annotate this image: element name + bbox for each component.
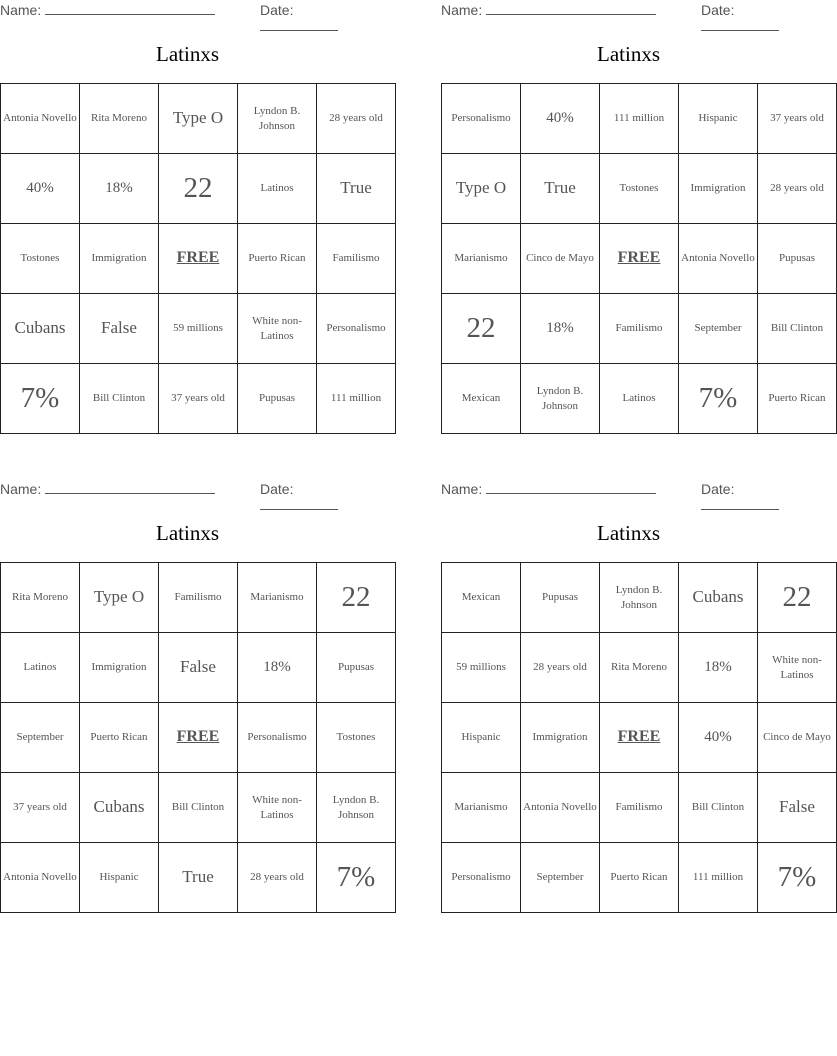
bingo-cell: Bill Clinton [758, 294, 837, 364]
bingo-cell: Antonia Novello [521, 773, 600, 843]
bingo-cell: 28 years old [238, 843, 317, 913]
bingo-cell: Marianismo [442, 224, 521, 294]
bingo-cell: 28 years old [521, 633, 600, 703]
bingo-cell: Personalismo [317, 294, 396, 364]
bingo-cell: Mexican [442, 364, 521, 434]
bingo-cell: 111 million [317, 364, 396, 434]
bingo-cell: True [521, 154, 600, 224]
bingo-cell: Hispanic [442, 703, 521, 773]
grid-row [442, 224, 837, 294]
bingo-cell: Tostones [600, 154, 679, 224]
bingo-cell: September [679, 294, 758, 364]
grid-row [1, 224, 396, 294]
bingo-cell: Cubans [679, 563, 758, 633]
bingo-cell: 7% [317, 843, 396, 913]
date-label: Date: [260, 481, 294, 497]
date-line [260, 497, 338, 510]
bingo-cell: Antonia Novello [679, 224, 758, 294]
bingo-cell: Bill Clinton [80, 364, 159, 434]
bingo-cell: White non-Latinos [238, 773, 317, 843]
card-header [441, 0, 816, 22]
bingo-cell: Puerto Rican [600, 843, 679, 913]
bingo-cell: Rita Moreno [80, 84, 159, 154]
date-line [701, 497, 779, 510]
bingo-grid [441, 83, 837, 434]
grid-row [1, 843, 396, 913]
bingo-cell: 22 [442, 294, 521, 364]
grid-row [442, 84, 837, 154]
grid-row [1, 84, 396, 154]
bingo-cell: Puerto Rican [80, 703, 159, 773]
bingo-cell: Puerto Rican [238, 224, 317, 294]
bingo-cell: Antonia Novello [1, 843, 80, 913]
grid-row [1, 294, 396, 364]
bingo-cell: Cubans [80, 773, 159, 843]
bingo-cell: False [758, 773, 837, 843]
card-title: Latinxs [156, 42, 219, 66]
bingo-cell: 7% [758, 843, 837, 913]
bingo-cell: Latinos [1, 633, 80, 703]
name-label: Name: [441, 2, 483, 18]
bingo-cell: 18% [679, 633, 758, 703]
bingo-cell: Bill Clinton [679, 773, 758, 843]
bingo-cell: True [317, 154, 396, 224]
bingo-cell: 18% [238, 633, 317, 703]
name-line [486, 481, 656, 494]
free-cell: FREE [600, 224, 679, 294]
bingo-cell: 40% [1, 154, 80, 224]
bingo-cell: Familismo [317, 224, 396, 294]
free-cell: FREE [600, 703, 679, 773]
bingo-cell: 22 [159, 154, 238, 224]
bingo-grid [0, 562, 396, 913]
grid-row [442, 633, 837, 703]
card-header [441, 479, 816, 501]
grid-row [1, 703, 396, 773]
free-cell: FREE [159, 703, 238, 773]
name-line [45, 2, 215, 15]
bingo-grid [441, 562, 837, 913]
bingo-cell: 59 millions [159, 294, 238, 364]
bingo-cell: Immigration [80, 224, 159, 294]
bingo-cell: Personalismo [442, 84, 521, 154]
bingo-cell: Hispanic [80, 843, 159, 913]
grid-row [1, 364, 396, 434]
bingo-cell: Lyndon B. Johnson [600, 563, 679, 633]
bingo-card [441, 0, 826, 414]
date-label: Date: [701, 2, 735, 18]
bingo-cell: Cinco de Mayo [521, 224, 600, 294]
bingo-cell: Pupusas [758, 224, 837, 294]
bingo-cell: Familismo [600, 773, 679, 843]
bingo-cell: September [521, 843, 600, 913]
name-label: Name: [441, 481, 483, 497]
grid-row [1, 563, 396, 633]
bingo-cell: Tostones [1, 224, 80, 294]
bingo-cell: Puerto Rican [758, 364, 837, 434]
bingo-cell: Personalismo [238, 703, 317, 773]
bingo-cell: Marianismo [238, 563, 317, 633]
bingo-cell: 18% [80, 154, 159, 224]
bingo-grid [0, 83, 396, 434]
bingo-cell: White non-Latinos [238, 294, 317, 364]
grid-row [1, 633, 396, 703]
bingo-card [0, 479, 380, 893]
date-label: Date: [260, 2, 294, 18]
bingo-cell: 111 million [600, 84, 679, 154]
bingo-cell: 7% [679, 364, 758, 434]
name-label: Name: [0, 481, 42, 497]
date-label: Date: [701, 481, 735, 497]
bingo-cell: Immigration [80, 633, 159, 703]
grid-row [442, 563, 837, 633]
bingo-cell: 28 years old [758, 154, 837, 224]
name-line [45, 481, 215, 494]
card-header [0, 479, 375, 501]
bingo-cell: 59 millions [442, 633, 521, 703]
bingo-cell: Antonia Novello [1, 84, 80, 154]
bingo-cell: Latinos [600, 364, 679, 434]
bingo-cell: Immigration [679, 154, 758, 224]
bingo-cell: Rita Moreno [600, 633, 679, 703]
bingo-cell: Cubans [1, 294, 80, 364]
grid-row [442, 364, 837, 434]
bingo-cell: Lyndon B. Johnson [521, 364, 600, 434]
name-line [486, 2, 656, 15]
bingo-cell: 40% [521, 84, 600, 154]
date-line [701, 18, 779, 31]
bingo-cell: Familismo [159, 563, 238, 633]
grid-row [442, 773, 837, 843]
bingo-cell: Rita Moreno [1, 563, 80, 633]
bingo-cell: Type O [80, 563, 159, 633]
bingo-cell: Type O [442, 154, 521, 224]
date-line [260, 18, 338, 31]
grid-row [442, 843, 837, 913]
bingo-cell: Latinos [238, 154, 317, 224]
grid-row [442, 294, 837, 364]
grid-row [1, 154, 396, 224]
bingo-cell: True [159, 843, 238, 913]
bingo-cell: 7% [1, 364, 80, 434]
bingo-cell: False [80, 294, 159, 364]
bingo-cell: Pupusas [521, 563, 600, 633]
bingo-cell: 40% [679, 703, 758, 773]
bingo-cell: Bill Clinton [159, 773, 238, 843]
bingo-cell: White non-Latinos [758, 633, 837, 703]
bingo-cell: Personalismo [442, 843, 521, 913]
bingo-cell: 18% [521, 294, 600, 364]
bingo-cell: Tostones [317, 703, 396, 773]
bingo-cell: 37 years old [758, 84, 837, 154]
grid-row [1, 773, 396, 843]
bingo-cell: Lyndon B. Johnson [317, 773, 396, 843]
bingo-cell: Marianismo [442, 773, 521, 843]
bingo-cell: Pupusas [238, 364, 317, 434]
bingo-card [441, 479, 831, 893]
bingo-cell: 37 years old [1, 773, 80, 843]
card-header [0, 0, 375, 22]
bingo-cell: 22 [317, 563, 396, 633]
bingo-cell: Mexican [442, 563, 521, 633]
bingo-cell: Lyndon B. Johnson [238, 84, 317, 154]
bingo-cell: Immigration [521, 703, 600, 773]
grid-row [442, 703, 837, 773]
bingo-cell: Hispanic [679, 84, 758, 154]
bingo-cell: Type O [159, 84, 238, 154]
bingo-cell: 37 years old [159, 364, 238, 434]
card-title: Latinxs [156, 521, 219, 545]
free-cell: FREE [159, 224, 238, 294]
bingo-cell: Cinco de Mayo [758, 703, 837, 773]
grid-row [442, 154, 837, 224]
card-title: Latinxs [597, 521, 660, 545]
card-title: Latinxs [597, 42, 660, 66]
bingo-cell: 111 million [679, 843, 758, 913]
bingo-cell: 22 [758, 563, 837, 633]
bingo-card [0, 0, 386, 414]
bingo-cell: Familismo [600, 294, 679, 364]
bingo-cell: September [1, 703, 80, 773]
name-label: Name: [0, 2, 42, 18]
bingo-cell: 28 years old [317, 84, 396, 154]
bingo-cell: False [159, 633, 238, 703]
bingo-cell: Pupusas [317, 633, 396, 703]
